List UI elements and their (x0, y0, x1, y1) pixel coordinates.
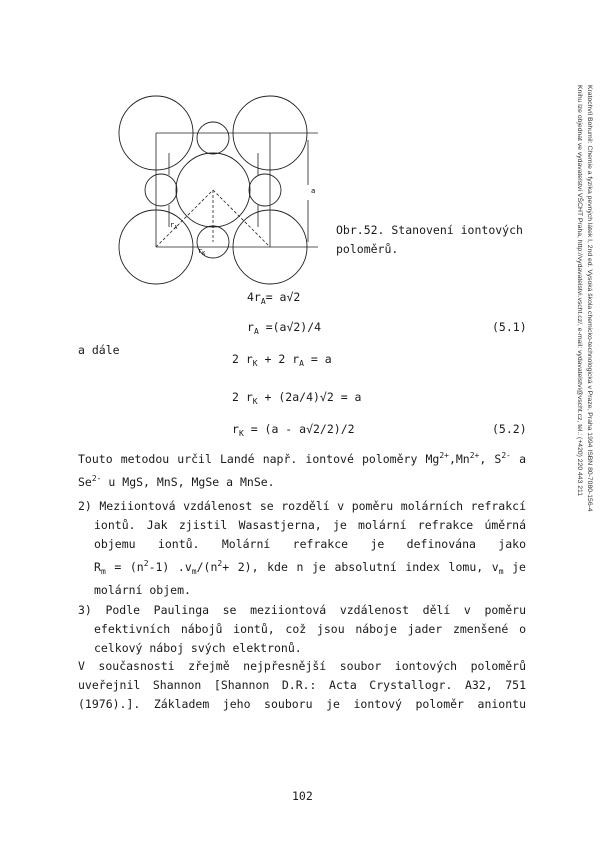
cation-circle (197, 122, 229, 154)
sidebar-line-1: Kratochvíl Bohumil: Chemie a fyzika pevných látek I, 2nd ed. Vysoká škola chemicko-technologická v Praze, Praha 1994 ISBN 80-7080-156-4 (586, 85, 593, 512)
cation-circle (145, 174, 177, 206)
label-ra: $r_A$ (170, 221, 178, 231)
equation-5: $r_K = (a - a√2/2)/2$ (232, 422, 355, 438)
list-item-3: 3) Podle Paulinga se meziiontová vzdálenost dělí v poměru efektivních nábojů iontů, což jsou náboje jader zmenšené o celkový náboj svých elektronů. (78, 603, 526, 655)
page-number: 102 (292, 789, 313, 803)
figure-caption-line1: Obr.52. Stanovení iontových (336, 223, 523, 237)
paragraph-shannon: V současnosti zřejmě nejpřesnější soubor iontových poloměrů uveřejnil Shannon [Shannon D.R.: Acta Crystallogr. A32, 751 (1976).]. Základem jeho souboru je iontový poloměr aniontu (78, 659, 526, 711)
cation-circle (249, 174, 281, 206)
equation-3: 2 $r_K + 2$ $r_A = a$ (232, 352, 332, 368)
label-rk: $r_K$ (198, 247, 206, 257)
and-then-label: a dále (78, 343, 120, 357)
figure-caption-line2: poloměrů. (336, 242, 399, 256)
equation-number-5-2: (5.2) (492, 422, 527, 436)
publisher-sidebar (548, 85, 594, 685)
paragraph-lande: Touto metodou určil Landé např. iontové poloměry $Mg^{2+},Mn^{2+}$, $S^{2-}$ a $Se^{2-}$ u MgS, MnS, MgSe a MnSe. (78, 451, 526, 489)
label-a: a (311, 187, 316, 195)
equation-number-5-1: (5.1) (492, 320, 527, 334)
equation-1: $4r_A= a√2$ (247, 290, 301, 306)
equation-4: 2 $r_K + (2a/4)√2 = a$ (232, 390, 362, 406)
equation-2: $r_A =(a√2)/4$ (247, 320, 322, 336)
sidebar-line-2: Knihu lze objednat ve vydavatelství VŠCHT Praha, http://vydavatelstvi.vscht.cz/, e-mail: vydavatelstvi@vscht.cz, tel.: (+420) 220 443 211 (576, 85, 584, 497)
list-item-2: 2) Meziiontová vzdálenost se rozdělí v poměru molárních refrakcí iontů. Jak zjistil Wasastjerna, je molární refrakce úměrná objemu iontů. Molární refrakce je definována jako $R_m = (n^2-1)$ $.v_m/(n^2+ 2)$, kde n je absolutní index lomu, $v_m$ je molární objem. (78, 499, 526, 597)
ionic-radius-figure (118, 95, 323, 285)
